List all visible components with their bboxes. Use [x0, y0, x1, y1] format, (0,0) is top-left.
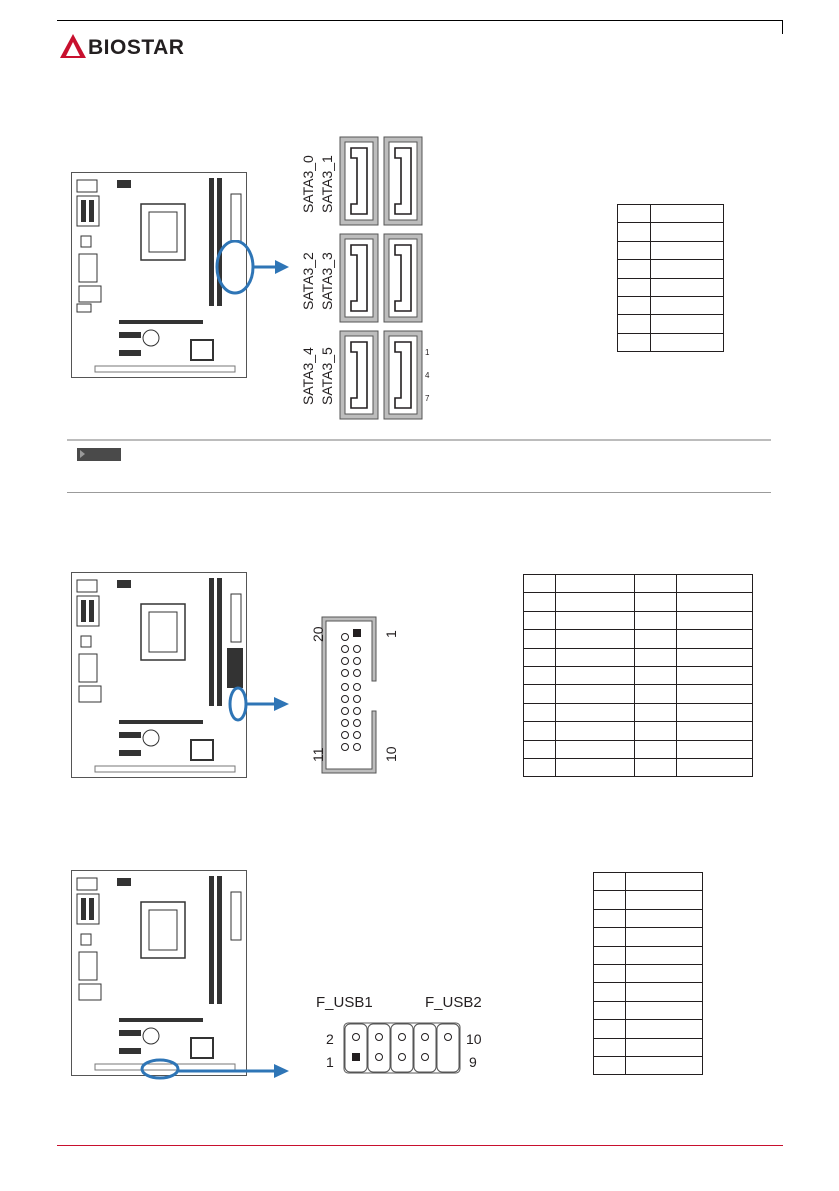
table-row — [618, 241, 724, 259]
table-row — [594, 983, 703, 1001]
table-row — [524, 575, 753, 593]
table-row — [524, 740, 753, 758]
table-row — [594, 909, 703, 927]
usb3-pin-table — [523, 574, 753, 777]
header-rule-corner — [782, 20, 783, 34]
sata-label-5: SATA3_5 — [319, 347, 335, 405]
sata-label-3: SATA3_3 — [319, 252, 335, 310]
footer-rule — [57, 1145, 783, 1146]
note-band — [67, 439, 771, 493]
motherboard-diagram-usb2 — [71, 870, 247, 1076]
table-row — [618, 315, 724, 333]
usb2-pin-10-label: 10 — [466, 1031, 482, 1047]
table-row — [594, 1038, 703, 1056]
sata-label-2: SATA3_2 — [300, 252, 316, 310]
usb3-pin-20-label: 20 — [310, 626, 326, 642]
biostar-logo — [58, 30, 198, 64]
table-row — [524, 685, 753, 703]
table-row — [618, 223, 724, 241]
usb2-pin-9-label: 9 — [469, 1054, 477, 1070]
table-row — [618, 333, 724, 351]
sata-pin-7-label: 7 — [425, 394, 430, 403]
sata-label-4: SATA3_4 — [300, 347, 316, 405]
sata-label-0: SATA3_0 — [300, 155, 316, 213]
sata-label-1: SATA3_1 — [319, 155, 335, 213]
note-tag — [77, 448, 121, 461]
play-icon — [80, 450, 85, 458]
usb2-callout-arrow — [140, 1057, 290, 1085]
usb2-pin-2-label: 2 — [326, 1031, 334, 1047]
table-row — [524, 722, 753, 740]
header-rule — [57, 20, 783, 21]
table-row — [524, 648, 753, 666]
usb3-pin-10-label: 10 — [383, 746, 399, 762]
table-row — [594, 873, 703, 891]
usb2-pin-table — [593, 872, 703, 1075]
sata-ports-drawing — [339, 136, 424, 421]
table-row — [618, 278, 724, 296]
usb3-pin-1-label: 1 — [383, 630, 399, 638]
brand-name: BIOSTAR — [88, 36, 185, 59]
table-row — [524, 666, 753, 684]
table-row — [594, 946, 703, 964]
table-row — [524, 593, 753, 611]
table-row — [524, 630, 753, 648]
table-row — [594, 964, 703, 982]
sata-pin-4-label: 4 — [425, 371, 430, 380]
usb3-header-drawing — [320, 615, 380, 775]
f-usb1-label: F_USB1 — [316, 994, 373, 1011]
table-row — [594, 928, 703, 946]
table-row — [524, 703, 753, 721]
table-row — [594, 1056, 703, 1074]
f-usb2-label: F_USB2 — [425, 994, 482, 1011]
table-row — [524, 758, 753, 776]
sata-pin-1-label: 1 — [425, 348, 430, 357]
sata-callout-arrow — [215, 240, 290, 295]
biostar-logo-icon — [58, 32, 88, 62]
table-row — [618, 260, 724, 278]
usb2-pin-1-label: 1 — [326, 1054, 334, 1070]
usb3-callout-arrow — [228, 686, 290, 722]
table-row — [594, 891, 703, 909]
usb2-header-drawing — [343, 1022, 461, 1074]
table-row — [618, 205, 724, 223]
table-row — [618, 296, 724, 314]
sata-pin-table — [617, 204, 724, 352]
motherboard-diagram-usb3 — [71, 572, 247, 778]
table-row — [524, 611, 753, 629]
usb3-pin-11-label: 11 — [310, 747, 326, 762]
table-row — [594, 1020, 703, 1038]
table-row — [594, 1001, 703, 1019]
